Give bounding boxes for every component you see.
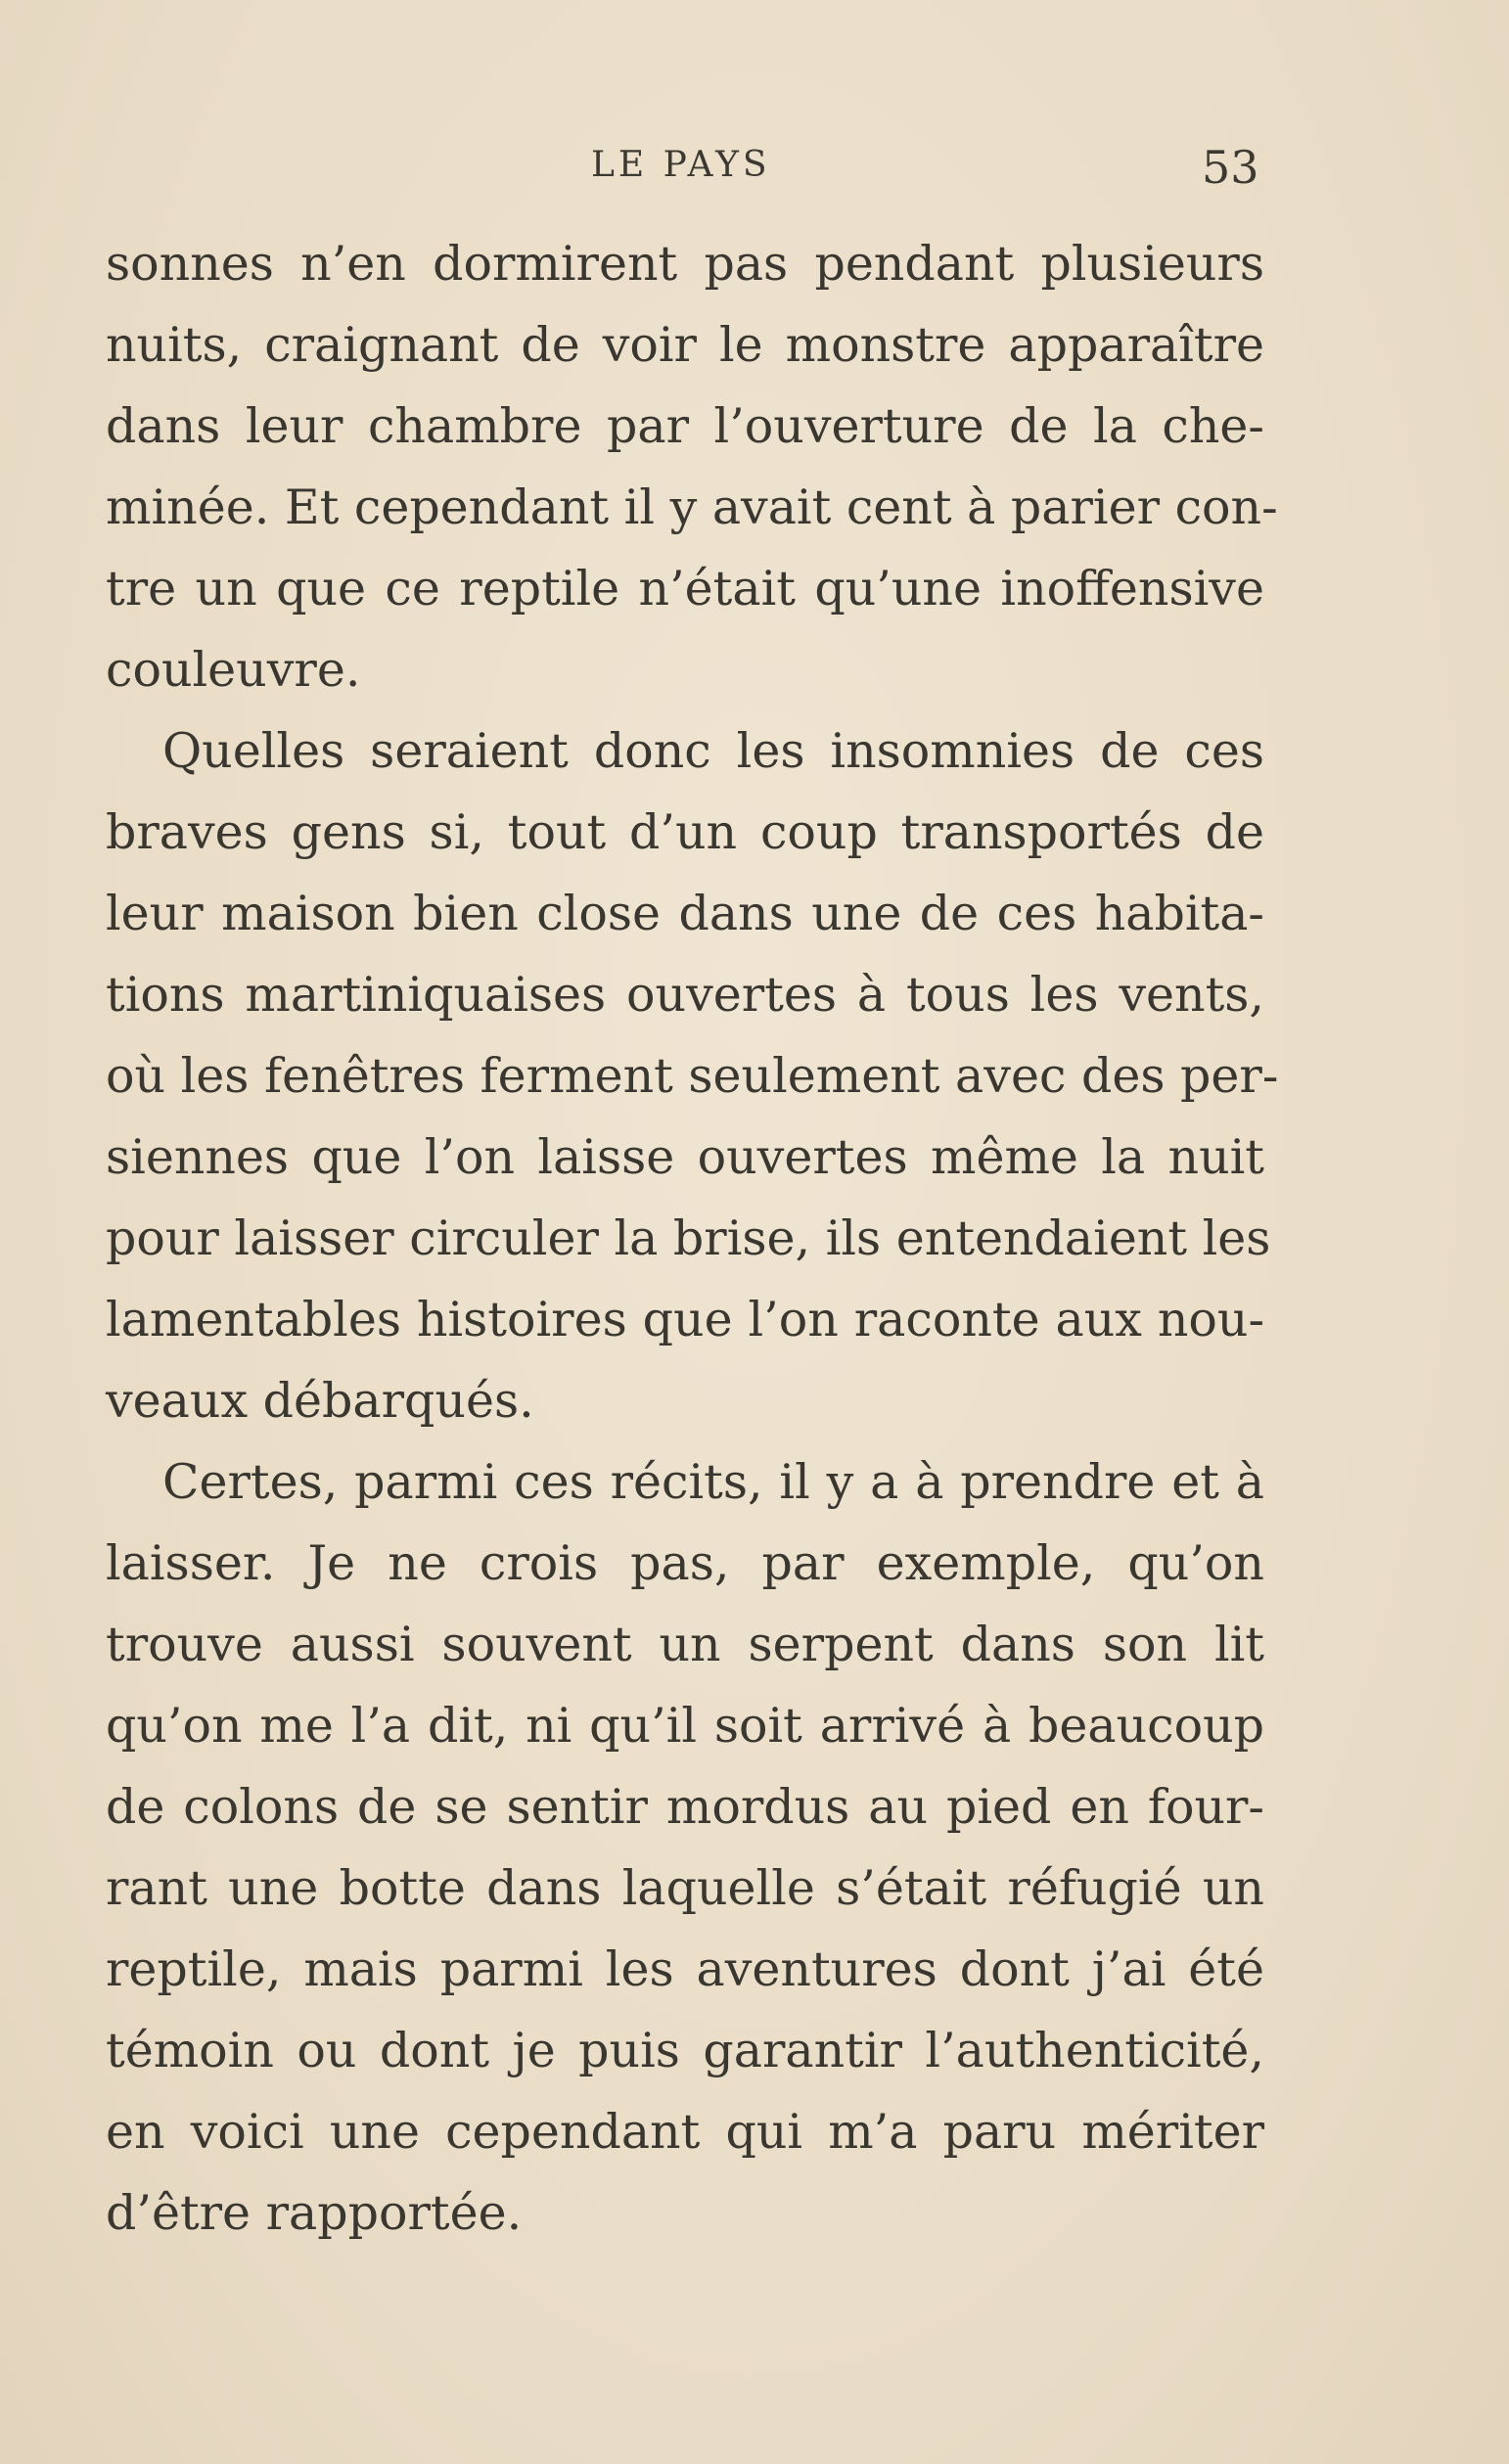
text-line: braves gens si, tout d’un coup transportés de [106,804,1264,860]
text-line: veaux débarqués. [106,1373,534,1429]
text-line: siennes que l’on laisse ouvertes même la nuit [106,1129,1264,1185]
text-line: tions martiniquaises ouvertes à tous les vents, [106,967,1264,1023]
text-line: couleuvre. [106,642,361,698]
text-line: de colons de se sentir mordus au pied en four- [106,1779,1264,1835]
paragraph-start-line: Certes, parmi ces récits, il y a à prendre et à [162,1454,1264,1510]
text-line: nuits, craignant de voir le monstre apparaître [106,317,1264,373]
running-head [0,141,1509,194]
text-line: reptile, mais parmi les aventures dont j’ai été [106,1941,1264,1997]
text-line: rant une botte dans laquelle s’était réfugié un [106,1860,1264,1916]
text-line: dans leur chambre par l’ouverture de la che- [106,398,1264,454]
text-line: laisser. Je ne crois pas, par exemple, qu’on [106,1535,1264,1591]
text-line: tre un que ce reptile n’était qu’une inoffensive [106,561,1264,616]
running-title: LE PAYS [591,145,771,185]
text-line: d’être rapportée. [106,2185,523,2241]
text-line: leur maison bien close dans une de ces habita- [106,886,1264,941]
text-line: qu’on me l’a dit, ni qu’il soit arrivé à beaucoup [106,1698,1264,1754]
text-line: trouve aussi souvent un serpent dans son lit [106,1617,1264,1672]
text-line: témoin ou dont je puis garantir l’authenticité, [106,2023,1264,2078]
text-line: pour laisser circuler la brise, ils entendaient les [106,1210,1271,1266]
text-line: minée. Et cependant il y avait cent à parier con- [106,479,1278,535]
text-line: sonnes n’en dormirent pas pendant plusieurs [106,236,1264,292]
text-line: en voici une cependant qui m’a paru mériter [106,2104,1264,2160]
paragraph-start-line: Quelles seraient donc les insomnies de ces [162,723,1264,779]
page-number: 53 [1202,141,1259,194]
text-line: lamentables histoires que l’on raconte aux nou- [106,1292,1264,1347]
text-line: où les fenêtres ferment seulement avec des per- [106,1048,1279,1104]
body-text [106,223,1279,2254]
